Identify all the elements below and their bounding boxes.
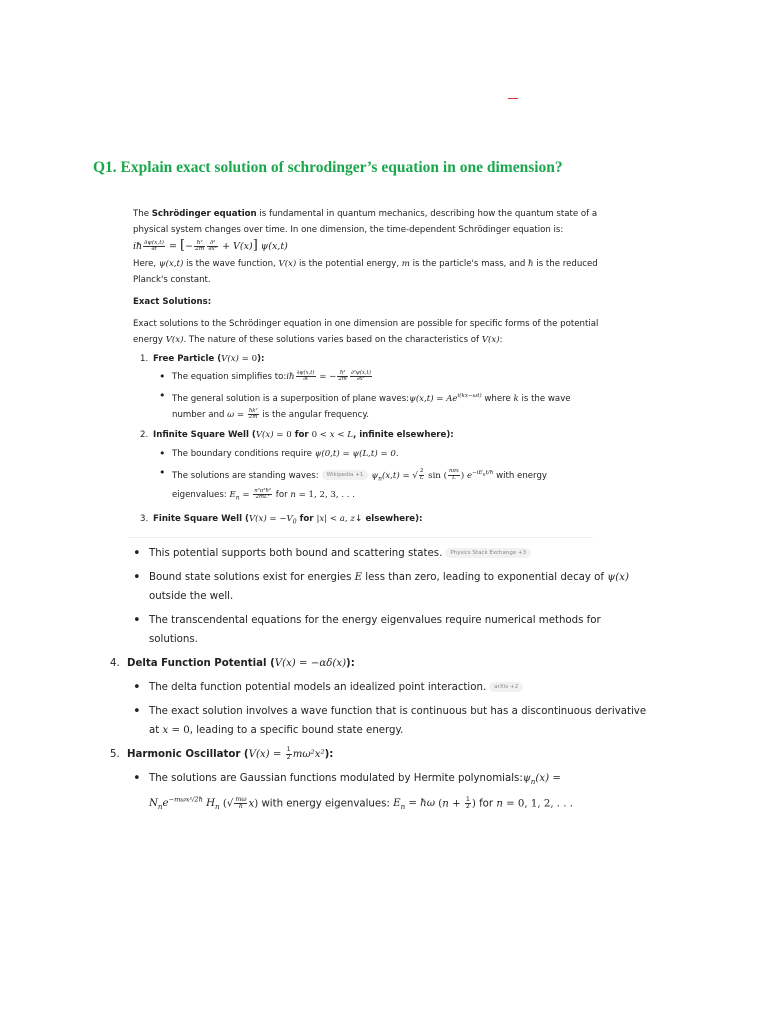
delta-bullet-2: • The exact solution involves a wave function that is continuous but has a discontinuous derivative at x = 0, leading to a specific bound state energy. <box>110 702 650 740</box>
answer-top-section <box>133 206 603 531</box>
finite-well-bullet-3: • The transcendental equations for the energy eigenvalues require numerical methods for solutions. <box>110 611 650 649</box>
list-item-free-particle: 1. Free Particle (V(x) = 0): • The equation simplifies to:iħ $\frac{\partial\psi(x,t)}{\partial t}$ = − $\frac{\text{ħ²}}{2m}$ $\frac{\text{∂²ψ(x,t)}}{\text{∂x²}}$ • The general solution is a superposition of plane waves:ψ(x,t) = $Ae^{i(kx-\omega t)}$ where k is the wave number and ω = $\frac{\text{ħk²}}{2m}$ is the angular frequency. <box>133 351 603 424</box>
schrodinger-equation: iħ $\frac{\partial\psi(x,t)}{\partial t}$ = [− $\frac{\text{ħ²}}{2m}$ $\frac{\text{∂²}}{\text{∂x²}}$ + V(x)] ψ(x,t) <box>133 238 288 254</box>
list-item-infinite-well: 2. Infinite Square Well (V(x) = 0 for 0 < x < L, infinite elsewhere): • The boundary conditions require ψ(0,t) = ψ(L,t) = 0. • The solutions are standing waves: Wikipedia +1 $\psi_n(x,t)$ = √ $\frac{2}{L}$ sin ( $\frac{\text{nπx}}{L}$ ) $e^{-iE_nt/ħ}$ with energy eigenvalues: $E_n$ = $\frac{\text{n²π²ħ²}}{\text{2mL²}}$ for n = 1, 2, 3, . . . <box>133 427 603 507</box>
intro-paragraph: The Schrödinger equation is fundamental in quantum mechanics, describing how the quantum state of a physical system changes over time. In one dimension, the time-dependent Schrödinger equation is: <box>133 209 598 236</box>
free-particle-bullet-1: • The equation simplifies to:iħ $\frac{\partial\psi(x,t)}{\partial t}$ = − $\frac{\text{ħ²}}{2m}$ $\frac{\text{∂²ψ(x,t)}}{\text{∂x²}}$ <box>153 369 603 385</box>
delta-bullet-1: • The delta function potential models an idealized point interaction. arXiv +2 <box>110 678 650 697</box>
list-item-finite-well: 3. Finite Square Well ($V(x) = -V_0$ for |x| < a, z↓ elsewhere): <box>140 514 423 527</box>
finite-well-bullet-2: • Bound state solutions exist for energies E less than zero, leading to exponential decay of ψ(x) outside the well. <box>110 568 650 606</box>
citation-chip[interactable]: arXiv +2 <box>489 682 523 692</box>
citation-chip[interactable]: Wikipedia +1 <box>322 470 369 480</box>
free-particle-bullet-2: • The general solution is a superposition of plane waves:ψ(x,t) = $Ae^{i(kx-\omega t)}$ where k is the wave number and ω = $\frac{\text{ħk²}}{2m}$ is the angular frequency. <box>153 388 603 423</box>
harmonic-bullet-1: • The solutions are Gaussian functions modulated by Hermite $polynomials:\psi_n(x)$ = $N_ne^{-m\omega x^2/2ħ}$ $H_n$ (√ $\frac{m\omega}{ħ}$ x) with energy eigenvalues: $E_n$ = ħω (n + $\frac{1}{2}$ ) for n = 0, 1, 2, . . . <box>110 769 650 816</box>
list-item-delta-function: 4. Delta Function Potential (V(x) = −αδ(x)): <box>110 658 355 669</box>
list-item-harmonic-oscillator: 5. Harmonic Oscillator (V(x) = $\frac{1}{2}$ mω²x²): <box>110 746 334 761</box>
exact-solutions-heading: Exact Solutions: <box>133 297 212 308</box>
section-divider <box>128 537 593 538</box>
infinite-well-bullet-1: • The boundary conditions require ψ(0,t) = ψ(L,t) = 0. <box>153 446 603 462</box>
citation-chip[interactable]: Physics Stack Exchange +3 <box>445 548 531 558</box>
scroll-down-arrow-icon[interactable]: ↓ <box>354 514 363 525</box>
infinite-well-bullet-2: • The solutions are standing waves: Wikipedia +1 $\psi_n(x,t)$ = √ $\frac{2}{L}$ sin ( $\frac{\text{nπx}}{L}$ ) $e^{-iE_nt/ħ}$ with energy eigenvalues: $E_n$ = $\frac{\text{n²π²ħ²}}{\text{2mL²}}$ for n = 1, 2, 3, . . . <box>153 465 603 508</box>
finite-well-bullet-1: • This potential supports both bound and scattering states. Physics Stack Exchange +3 <box>110 544 650 563</box>
red-dash-mark <box>508 98 518 99</box>
solutions-list <box>133 351 603 532</box>
exact-solutions-text: Exact solutions to the Schrödinger equation in one dimension are possible for specific forms of the potential energy V(x). The nature of these solutions varies based on the characteristics of V(x): <box>133 319 599 346</box>
answer-bottom-section <box>110 544 650 821</box>
definitions-paragraph: Here, ψ(x,t) is the wave function, V(x) is the potential energy, m is the particle's mass, and ħ is the reduced Planck's constant. <box>133 258 598 285</box>
question-heading: Q1. Explain exact solution of schrodinger’s equation in one dimension? <box>93 159 563 176</box>
